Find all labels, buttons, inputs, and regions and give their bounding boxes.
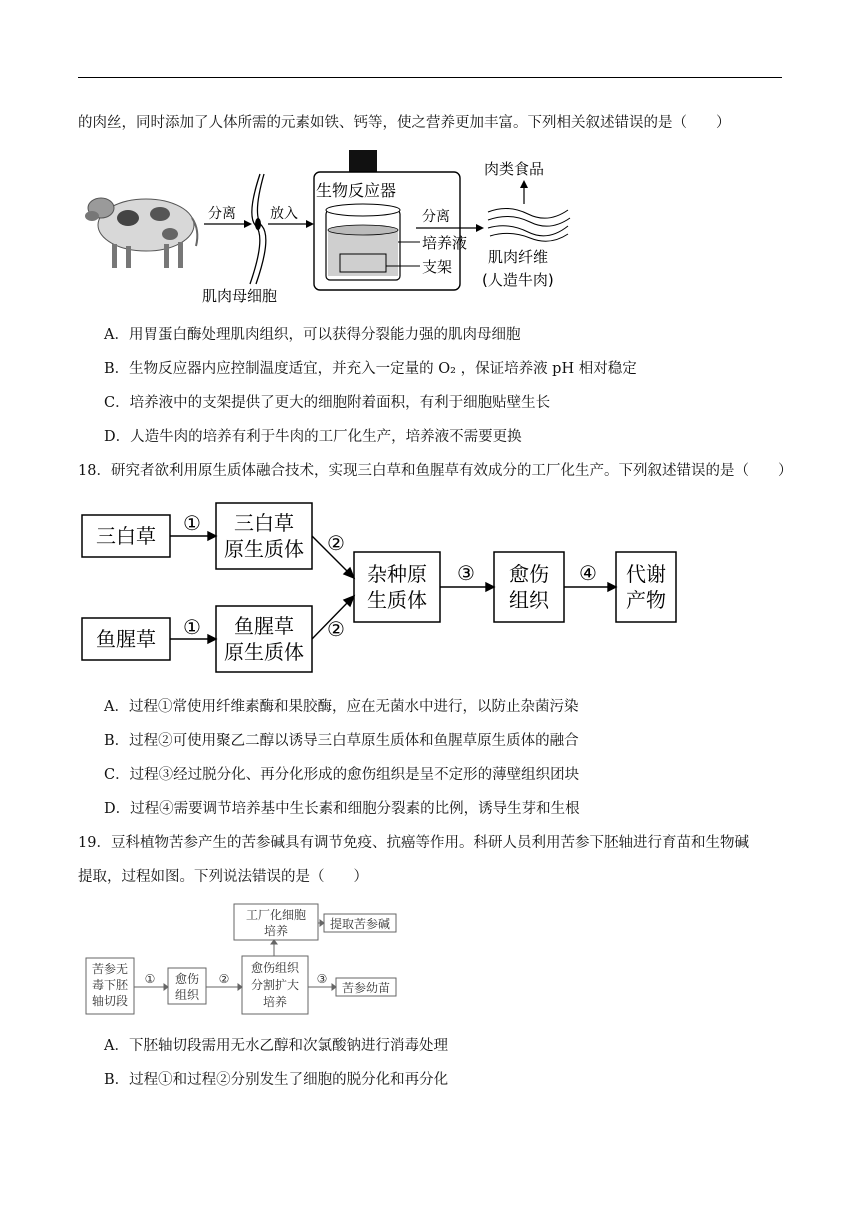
q19-step-1: ① (144, 972, 156, 986)
cow-image (85, 198, 197, 268)
label-medium: 培养液 (422, 234, 468, 252)
q18-step-2b: ② (327, 617, 345, 641)
q17-option-c: C．培养液中的支架提供了更大的细胞附着面积，有利于细胞贴壁生长 (104, 395, 551, 411)
box-sanbaicao-proto-1: 三白草 (234, 511, 294, 535)
q19-stem-2: 提取，过程如图。下列说法错误的是（ ） (78, 869, 368, 885)
label-myoblast: 肌肉母细胞 (202, 287, 278, 305)
label-meat-food: 肉类食品 (484, 160, 545, 178)
box-sanbaicao: 三白草 (96, 524, 156, 548)
q18-step-4: ④ (579, 561, 597, 585)
q19-option-b: B．过程①和过程②分别发生了细胞的脱分化和再分化 (104, 1072, 449, 1088)
box-factory-2: 培养 (263, 924, 289, 938)
header-rule (78, 77, 782, 78)
q18-step-1b: ① (183, 615, 201, 639)
q18-stem: 18．研究者欲利用原生质体融合技术，实现三白草和鱼腥草有效成分的工厂化生产。下列叙述错误的是（ ） (78, 463, 793, 479)
box-seedling: 苦参幼苗 (341, 981, 391, 995)
q19-stem-1: 19．豆科植物苦参产生的苦参碱具有调节免疫、抗癌等作用。科研人员利用苦参下胚轴进行育苗和生物碱 (78, 835, 749, 851)
q18-step-2a: ② (327, 531, 345, 555)
box-factory-1: 工厂化细胞 (245, 908, 307, 922)
box-split-3: 培养 (262, 995, 288, 1009)
label-scaffold: 支架 (422, 258, 453, 276)
box-yuxingcao: 鱼腥草 (96, 627, 156, 651)
q18-option-a: A．过程①常使用纤维素酶和果胶酶，应在无菌水中进行，以防止杂菌污染 (104, 699, 579, 715)
q18-figure (78, 496, 678, 682)
label-separate-1: 分离 (208, 206, 236, 222)
box-callus-2: 组织 (174, 988, 200, 1002)
box-hybrid-1: 杂种原 (367, 562, 427, 586)
q19-figure (84, 900, 404, 1024)
q17-option-d: D．人造牛肉的培养有利于牛肉的工厂化生产，培养液不需要更换 (104, 429, 522, 445)
box-source-1: 苦参无 (91, 962, 129, 976)
box-metab-1: 代谢 (626, 562, 666, 586)
q18-step-3: ③ (457, 561, 475, 585)
q17-option-b: B．生物反应器内应控制温度适宜，并充入一定量的 O₂ ，保证培养液 pH 相对稳定 (104, 361, 637, 377)
label-reactor: 生物反应器 (316, 181, 397, 200)
label-artificial: (人造牛肉) (482, 271, 554, 289)
box-hybrid-2: 生质体 (367, 588, 427, 612)
label-put-in: 放入 (270, 206, 298, 222)
box-callus-2: 组织 (509, 588, 549, 612)
box-split-1: 愈伤组织 (250, 961, 300, 975)
box-yuxingcao-proto-1: 鱼腥草 (234, 614, 294, 638)
q19-option-a: A．下胚轴切段需用无水乙醇和次氯酸钠进行消毒处理 (104, 1038, 448, 1054)
box-split-2: 分割扩大 (250, 978, 300, 992)
q17-figure (78, 146, 598, 306)
q18-option-b: B．过程②可使用聚乙二醇以诱导三白草原生质体和鱼腥草原生质体的融合 (104, 733, 579, 749)
box-source-3: 轴切段 (91, 994, 129, 1008)
box-callus-1: 愈伤 (174, 972, 200, 986)
box-yuxingcao-proto-2: 原生质体 (224, 640, 304, 664)
q18-option-d: D．过程④需要调节培养基中生长素和细胞分裂素的比例，诱导生芽和生根 (104, 801, 580, 817)
q18-step-1a: ① (183, 511, 201, 535)
label-fiber: 肌肉纤维 (488, 248, 549, 266)
box-source-2: 毒下胚 (91, 978, 129, 992)
q17-stem: 的肉丝，同时添加了人体所需的元素如铁、钙等，使之营养更加丰富。下列相关叙述错误的是（ ） (78, 115, 731, 131)
box-metab-2: 产物 (626, 588, 666, 612)
q17-option-a: A．用胃蛋白酶处理肌肉组织，可以获得分裂能力强的肌肉母细胞 (104, 327, 521, 343)
q19-step-3: ③ (316, 972, 328, 986)
box-sanbaicao-proto-2: 原生质体 (224, 537, 304, 561)
box-callus-1: 愈伤 (509, 562, 549, 586)
q18-option-c: C．过程③经过脱分化、再分化形成的愈伤组织是呈不定形的薄壁组织团块 (104, 767, 580, 783)
label-separate-2: 分离 (422, 209, 450, 225)
box-extract: 提取苦参碱 (329, 917, 391, 931)
q19-step-2: ② (218, 972, 230, 986)
